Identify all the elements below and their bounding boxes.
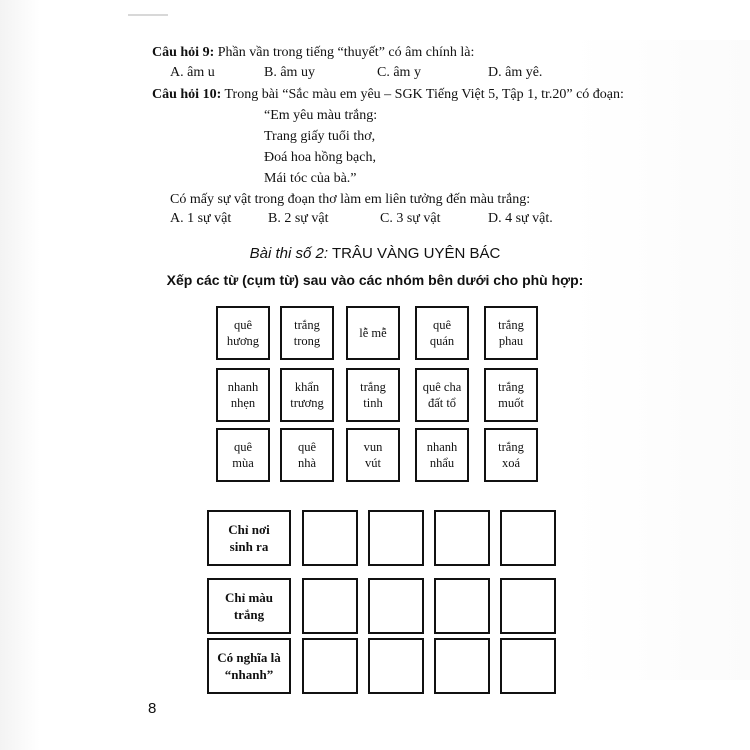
word-card[interactable] [484,306,538,360]
word-card-line: nhanh [426,440,458,454]
section-title [0,244,750,264]
section-instruction: Xếp các từ (cụm từ) sau vào các nhóm bên dưới cho phù hợp: [166,272,584,288]
answer-slot[interactable] [368,638,424,694]
q10-poem-line-2: Trang giấy tuổi thơ, [264,129,376,144]
page-gutter-shadow [0,0,40,750]
word-card[interactable] [216,306,270,360]
word-card-line: lễ mễ [359,326,387,340]
q10-poem-line-4: Mái tóc của bà.” [264,171,357,186]
q10-option-d: D. 4 sự vật. [488,211,553,226]
word-card-line: trắng [498,440,524,454]
page-bleed-through [570,40,750,680]
word-card-line: xoá [501,456,521,470]
category-label-line: Có nghĩa là [217,650,281,665]
q10-option-c: C. 3 sự vật [380,211,441,226]
word-card[interactable] [280,306,334,360]
word-card-line: tinh [363,396,383,410]
q9-option-d: D. âm yê. [488,65,543,80]
q10-option-a: A. 1 sự vật [170,211,232,226]
q9-option-b: B. âm uy [264,65,315,80]
word-card-line: trong [293,334,321,348]
word-card-line: trắng [294,318,320,332]
answer-slot[interactable] [302,638,358,694]
word-card-line: quê [233,440,253,454]
word-card-line: vút [365,456,381,470]
answer-slot[interactable] [302,578,358,634]
word-card-line: quán [429,334,455,348]
word-card-line: quê [432,318,452,332]
section-title-name: TRÂU VÀNG UYÊN BÁC [328,245,501,262]
q10-poem-line-3: Đoá hoa hồng bạch, [264,150,376,165]
answer-slot[interactable] [368,510,424,566]
word-card-line: trương [290,396,324,410]
word-card-line: khẩn [294,380,320,394]
word-card-line: trắng [360,380,386,394]
category-label-box [207,638,291,694]
answer-slot[interactable] [434,578,490,634]
word-card[interactable] [346,306,400,360]
q10-text [152,86,624,104]
word-card-line: trắng [498,318,524,332]
answer-slot[interactable] [302,510,358,566]
q10-poem-line-1: “Em yêu màu trắng: [264,108,378,123]
word-card[interactable] [484,368,538,422]
q9-label: Câu hỏi 9: [152,45,215,60]
q9-text [152,44,474,62]
word-card-line: nhẹn [230,396,256,410]
word-card[interactable] [415,368,469,422]
word-card[interactable] [346,368,400,422]
word-card[interactable] [280,428,334,482]
word-card[interactable] [346,428,400,482]
word-card-line: vun [363,440,383,454]
word-card-line: nhẩu [429,456,455,470]
q9-question: Phần vần trong tiếng “thuyết” có âm chính là: [214,45,475,60]
section-title-number: Bài thi số 2: [249,245,329,262]
category-label-line: Chỉ màu [224,590,274,605]
category-label-line: Chỉ nơi [228,522,270,537]
word-card[interactable] [415,306,469,360]
top-mark [128,14,168,16]
word-card-line: đất tổ [427,396,457,410]
q9-option-c: C. âm y [377,65,421,80]
word-card-line: muốt [498,396,524,410]
answer-slot[interactable] [500,578,556,634]
category-label-line: trắng [233,607,265,622]
word-card[interactable] [216,368,270,422]
q10-option-b: B. 2 sự vật [268,211,329,226]
word-card-line: quê cha [422,380,462,394]
word-card-line: phau [498,334,524,348]
page-number: 8 [148,700,157,717]
answer-slot[interactable] [368,578,424,634]
q10-question-intro: Trong bài “Sắc màu em yêu – SGK Tiếng Việt 5, Tập 1, tr.20” có đoạn: [221,87,624,102]
q10-label: Câu hỏi 10: [152,87,222,102]
word-card-line: mùa [232,456,254,470]
q9-option-a: A. âm u [170,65,215,80]
answer-slot[interactable] [500,638,556,694]
word-card-line: quê [233,318,253,332]
answer-slot[interactable] [434,510,490,566]
word-card-line: nhà [297,456,317,470]
category-label-box [207,578,291,634]
word-card[interactable] [484,428,538,482]
category-label-line: sinh ra [229,539,269,554]
word-card-line: hương [226,334,260,348]
word-card[interactable] [216,428,270,482]
word-card[interactable] [280,368,334,422]
q10-question: Có mấy sự vật trong đoạn thơ làm em liên tưởng đến màu trắng: [170,192,531,207]
category-label-box [207,510,291,566]
word-card-line: quê [297,440,317,454]
answer-slot[interactable] [500,510,556,566]
category-label-line: “nhanh” [224,667,274,682]
word-card-line: trắng [498,380,524,394]
word-card-line: nhanh [227,380,259,394]
word-card[interactable] [415,428,469,482]
answer-slot[interactable] [434,638,490,694]
